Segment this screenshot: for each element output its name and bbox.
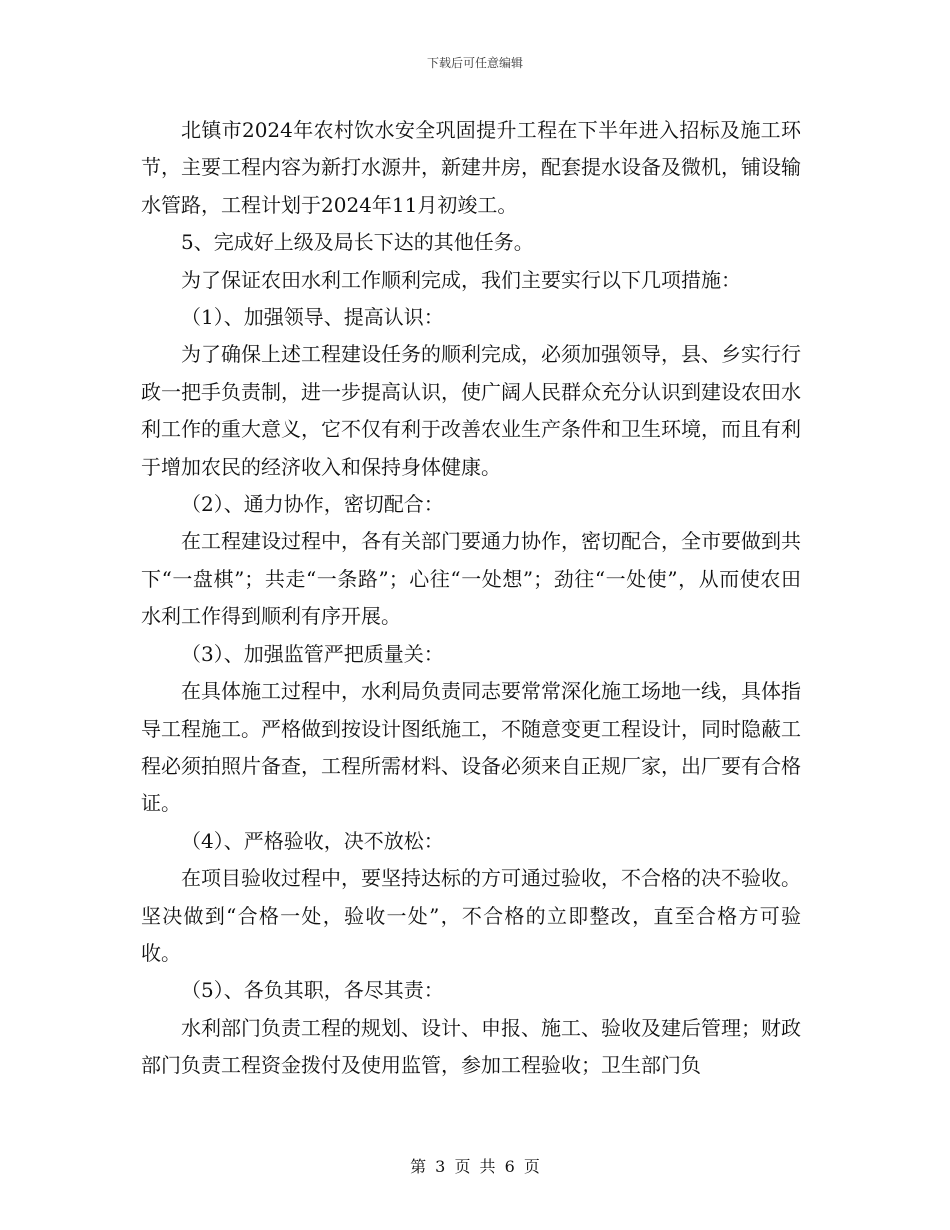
paragraph: （4）、严格验收，决不放松： <box>181 828 444 853</box>
paragraph: （1）、加强领导、提高认识： <box>181 305 444 330</box>
paragraph: （5）、各负其职，各尽其责： <box>181 978 444 1003</box>
page-footer: 第 3 页 共 6 页 <box>410 1157 540 1176</box>
paragraph: 为了保证农田水利工作顺利完成，我们主要实行以下几项措施： <box>181 267 741 292</box>
paragraph: 北镇市2024年农村饮水安全巩固提升工程在下半年进入招标及施工环节，主要工程内容为新打水源井，新建井房，配套提水设备及微机，铺设输水管路，工程计划于2024年11月初竣工。 <box>141 118 801 217</box>
page-header: 下载后可任意编辑 <box>426 56 523 70</box>
paragraph: （2）、通力协作，密切配合： <box>181 492 444 517</box>
paragraph: 5、完成好上级及局长下达的其他任务。 <box>181 230 534 255</box>
paragraph: 在项目验收过程中，要坚持达标的方可通过验收，不合格的决不验收。坚决做到“合格一处，验收一处”，不合格的立即整改，直至合格方可验收。 <box>141 866 801 965</box>
paragraph: 在工程建设过程中，各有关部门要通力协作，密切配合，全市要做到共下“一盘棋”；共走“一条路”；心往“一处想”；劲往“一处使”，从而使农田水利工作得到顺利有序开展。 <box>141 529 801 629</box>
paragraph: 水利部门负责工程的规划、设计、申报、施工、验收及建后管理；财政部门负责工程资金拨付及使用监管，参加工程验收；卫生部门负 <box>141 1015 801 1078</box>
paragraph: 为了确保上述工程建设任务的顺利完成，必须加强领导，县、乡实行行政一把手负责制，进一步提高认识，使广阔人民群众充分认识到建设农田水利工作的重大意义，它不仅有利于改善农业生产条件和卫生环境，而且有利于增加农民的经济收入和保持身体健康。 <box>141 342 801 479</box>
document-body <box>141 112 801 1085</box>
paragraph: 在具体施工过程中，水利局负责同志要常常深化施工场地一线，具体指导工程施工。严格做到按设计图纸施工，不随意变更工程设计，同时隐蔽工程必须拍照片备查，工程所需材料、设备必须来自正规厂家，出厂要有合格证。 <box>141 679 801 816</box>
paragraph: （3）、加强监管严把质量关： <box>181 641 444 666</box>
